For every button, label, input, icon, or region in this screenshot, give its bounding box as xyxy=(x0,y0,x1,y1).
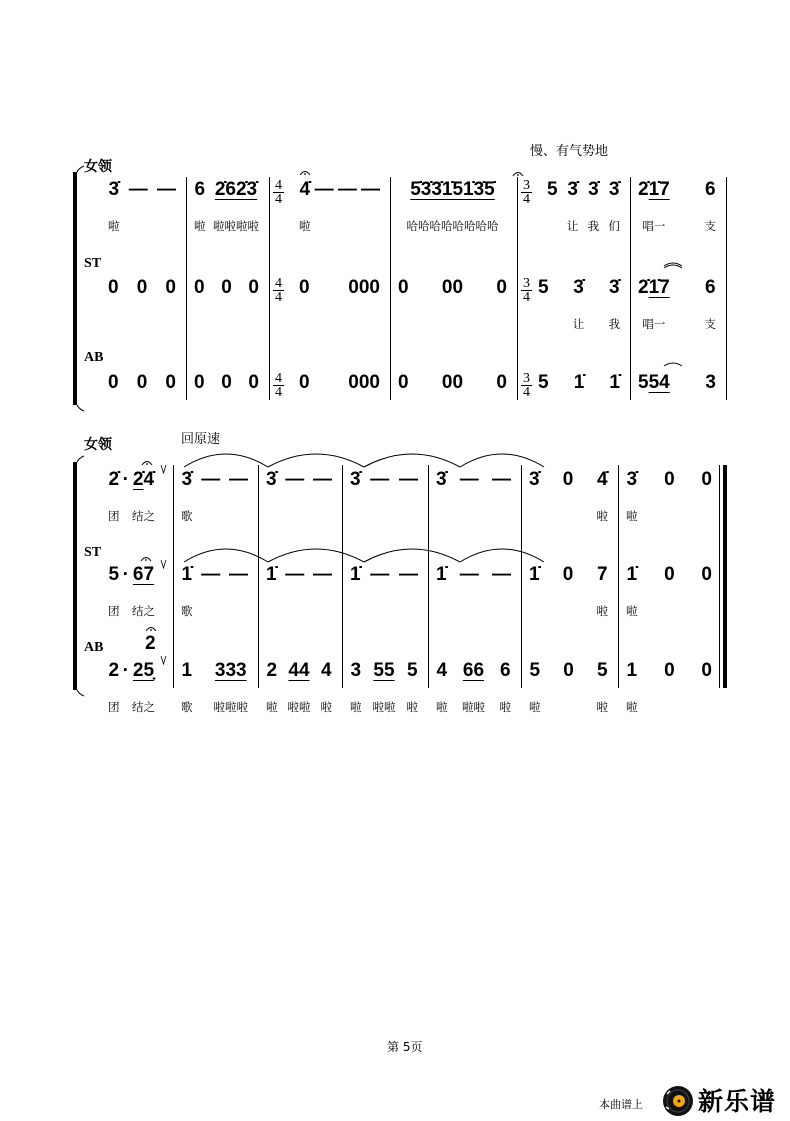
fermata-dot xyxy=(517,174,519,176)
note: — xyxy=(370,469,390,490)
lyric: 啦 xyxy=(194,219,206,233)
note: — xyxy=(360,179,380,200)
note: 1̇ xyxy=(350,564,361,585)
bracket-hook-bottom xyxy=(77,405,84,411)
lyric: 啦 xyxy=(350,700,362,714)
fermata-dot xyxy=(150,629,152,631)
lyric: 啦 xyxy=(529,700,541,714)
note: — xyxy=(370,564,390,585)
fermata-dot xyxy=(146,463,148,465)
lyric: 我 xyxy=(608,317,620,331)
note: 0 xyxy=(194,277,205,298)
lyric: 团 xyxy=(108,509,120,523)
note: 0 xyxy=(221,277,232,298)
note: 0 xyxy=(664,660,675,681)
bracket-hook-bottom xyxy=(77,690,84,696)
lyric: 支 xyxy=(704,219,716,233)
note: 4̇ xyxy=(299,179,311,200)
slur-tie xyxy=(664,265,682,268)
lyric: 歌 xyxy=(181,700,193,714)
lyric: 哈哈哈哈哈哈哈哈 xyxy=(406,219,499,233)
note: 5 xyxy=(108,564,120,585)
note-segment: 2̇ xyxy=(132,469,144,490)
time-denominator: 4 xyxy=(523,385,530,400)
lyric: 唱一 xyxy=(642,317,666,331)
part-label: AB xyxy=(84,640,104,655)
note: 0 xyxy=(664,469,675,490)
note-segment: 55 xyxy=(373,660,395,681)
note: 0 xyxy=(299,372,310,393)
lyric: 让 xyxy=(572,317,585,331)
lyric: 啦 xyxy=(626,700,638,714)
lyric: 团 xyxy=(108,700,120,714)
note: 7 xyxy=(596,564,608,585)
note: 3 xyxy=(705,372,716,393)
page-number: 第 5页 xyxy=(387,1040,423,1054)
note: 0 xyxy=(248,277,259,298)
lyric: 支 xyxy=(704,317,716,331)
brand-name: 新乐谱 xyxy=(698,1087,777,1116)
note: 00 xyxy=(441,372,464,393)
note: 1 xyxy=(626,660,638,681)
note-segment: 2̇62̇3̇ xyxy=(214,179,258,200)
lyric: 啦啦 xyxy=(462,700,485,714)
time-numerator: 4 xyxy=(275,276,282,291)
note: 1̇ xyxy=(529,564,540,585)
note: 3̇ xyxy=(588,179,599,200)
note: — xyxy=(229,564,248,585)
note: 3̇ xyxy=(436,469,447,490)
lyric: 啦啦 xyxy=(287,700,311,714)
note: 0 xyxy=(299,277,310,298)
note: 3̇ xyxy=(266,469,277,490)
note-segment: 67 xyxy=(132,564,155,585)
note: 5 xyxy=(538,277,549,298)
note: — xyxy=(491,564,511,585)
note: 1̇ xyxy=(626,564,638,585)
slur-tie xyxy=(460,454,544,467)
note: — xyxy=(229,469,248,490)
note-segment: 25̣ xyxy=(132,660,155,681)
lyric: 啦 xyxy=(499,700,511,714)
lyric: 歌 xyxy=(181,604,193,618)
note: 0 xyxy=(165,277,176,298)
note-segment: 333 xyxy=(214,660,247,681)
note: 5 xyxy=(547,179,558,200)
note: 2 xyxy=(108,660,120,681)
note: 0 xyxy=(248,372,259,393)
note: 0 xyxy=(136,372,148,393)
note: 0 xyxy=(562,564,574,585)
note: 3̇ xyxy=(350,469,361,490)
note: · xyxy=(122,564,129,585)
note: 6 xyxy=(704,277,716,298)
lyric: 唱一 xyxy=(642,219,666,233)
note: 5 xyxy=(596,660,608,681)
note: 0 xyxy=(398,372,409,393)
note: 0 xyxy=(701,660,712,681)
lyric: 啦 xyxy=(406,700,418,714)
note: 0 xyxy=(136,277,148,298)
note: 5 xyxy=(538,372,549,393)
note-segment: 2̇ xyxy=(638,277,649,298)
time-numerator: 3 xyxy=(523,371,530,386)
slur-tie xyxy=(184,454,268,467)
note: 0 xyxy=(108,277,119,298)
note: — xyxy=(312,469,332,490)
note: — xyxy=(201,564,221,585)
note: 3̇ xyxy=(181,469,193,490)
lyric: 啦 xyxy=(596,604,608,618)
lyric: 团 xyxy=(108,604,120,618)
note: — xyxy=(398,469,418,490)
part-label: ST xyxy=(84,545,102,560)
note: · xyxy=(122,660,129,681)
slur-tie xyxy=(364,454,460,467)
note: 1 xyxy=(181,660,193,681)
lyric: 啦啦啦啦 xyxy=(213,219,259,233)
note: 0 xyxy=(398,277,409,298)
lyric: 歌 xyxy=(181,509,193,523)
note: 3̇ xyxy=(108,179,120,200)
note: 0 xyxy=(108,372,119,393)
note: 00 xyxy=(441,277,464,298)
note: 0 xyxy=(563,660,574,681)
note: 2̇ xyxy=(108,469,120,490)
note: — xyxy=(398,564,418,585)
part-label: ST xyxy=(84,256,102,271)
note: 1̇ xyxy=(181,564,193,585)
note: · xyxy=(122,469,129,490)
slur-tie xyxy=(364,549,460,562)
note-segment: 1̇7 xyxy=(648,179,670,200)
note: 1̇ xyxy=(609,372,620,393)
note: 0 xyxy=(664,564,675,585)
lyric: 啦 xyxy=(436,700,448,714)
note: 0 xyxy=(701,469,712,490)
note: 6 xyxy=(704,179,716,200)
note-segment: 44 xyxy=(288,660,310,681)
breath-mark-icon xyxy=(161,465,166,473)
lyric: 啦 xyxy=(299,219,311,233)
note: 4̇ xyxy=(596,469,608,490)
breath-mark-icon xyxy=(161,560,166,568)
note: 6 xyxy=(194,179,206,200)
note: 0 xyxy=(496,277,507,298)
slur-tie xyxy=(664,363,682,366)
time-denominator: 4 xyxy=(523,192,530,207)
note: — xyxy=(314,179,334,200)
note: 0 xyxy=(194,372,205,393)
note: 4 xyxy=(436,660,448,681)
note: — xyxy=(201,469,221,490)
note: 6 xyxy=(499,660,511,681)
fermata-dot xyxy=(145,559,147,561)
source-text: 本曲谱上 xyxy=(599,1098,643,1111)
lyric: 我 xyxy=(587,219,600,233)
note: 3̇ xyxy=(529,469,540,490)
breath-mark-icon xyxy=(161,656,166,664)
note-segment: 2̇ xyxy=(638,179,649,200)
note-segment: 5̇3̇3̇1̇51̇3̇5̇ xyxy=(410,179,495,200)
lyric: 啦 xyxy=(320,700,332,714)
note: 0 xyxy=(165,372,176,393)
slur-tie xyxy=(268,549,364,562)
tempo-marking: 回原速 xyxy=(181,432,221,447)
note-segment: 54 xyxy=(648,372,670,393)
bracket-hook-top xyxy=(77,166,84,172)
time-denominator: 4 xyxy=(275,290,282,305)
tempo-marking: 慢、有气势地 xyxy=(530,144,609,159)
note: — xyxy=(128,179,148,200)
time-numerator: 3 xyxy=(523,276,530,291)
slur-tie xyxy=(184,549,268,562)
lyric: 啦 xyxy=(626,509,638,523)
upper-voice-note: 2 xyxy=(145,633,156,654)
lyric: 啦 xyxy=(626,604,638,618)
time-denominator: 4 xyxy=(275,385,282,400)
time-denominator: 4 xyxy=(523,290,530,305)
lyric: 啦 xyxy=(596,509,608,523)
note: 3̇ xyxy=(626,469,638,490)
note: — xyxy=(312,564,332,585)
note: 1̇ xyxy=(573,372,585,393)
note: 3̇ xyxy=(608,277,620,298)
part-label: 女领 xyxy=(84,438,112,453)
note-segment: 66 xyxy=(462,660,485,681)
note: 4 xyxy=(320,660,332,681)
part-label: 女领 xyxy=(84,160,112,175)
note: — xyxy=(157,179,176,200)
note: 000 xyxy=(348,277,380,298)
lyric: 啦 xyxy=(266,700,278,714)
lyric: 啦 xyxy=(596,700,608,714)
note: — xyxy=(491,469,511,490)
note: 1̇ xyxy=(436,564,447,585)
lyric: 让 xyxy=(566,219,579,233)
time-numerator: 3 xyxy=(523,178,530,193)
note: 0 xyxy=(221,372,232,393)
note: 3̇ xyxy=(567,179,578,200)
lyric: 啦啦啦 xyxy=(213,700,248,714)
note-segment: 4̇ xyxy=(143,469,155,490)
note: 5 xyxy=(406,660,418,681)
note: — xyxy=(285,469,305,490)
slur-tie xyxy=(460,549,544,562)
note: 2 xyxy=(266,660,278,681)
note: — xyxy=(337,179,357,200)
note: 3̇ xyxy=(608,179,620,200)
note: 0 xyxy=(562,469,574,490)
lyric: 结之 xyxy=(131,700,155,714)
note: 0 xyxy=(701,564,712,585)
note: — xyxy=(459,469,479,490)
lyric: 结之 xyxy=(131,509,155,523)
bracket-hook-top xyxy=(77,456,84,462)
part-label: AB xyxy=(84,350,104,365)
note: — xyxy=(459,564,479,585)
note: 5 xyxy=(529,660,541,681)
note: 000 xyxy=(348,372,380,393)
note: 3 xyxy=(350,660,362,681)
note: 3̇ xyxy=(573,277,584,298)
slur-tie xyxy=(268,454,364,467)
time-denominator: 4 xyxy=(275,192,282,207)
lyric: 们 xyxy=(608,219,620,233)
fermata-dot xyxy=(304,173,306,175)
time-numerator: 4 xyxy=(275,178,282,193)
time-numerator: 4 xyxy=(275,371,282,386)
note-segment: 1̇7 xyxy=(648,277,670,298)
note: — xyxy=(285,564,305,585)
note-segment: 5 xyxy=(638,372,649,393)
lyric: 结之 xyxy=(131,604,155,618)
note: 0 xyxy=(496,372,507,393)
lyric: 啦啦 xyxy=(372,700,396,714)
note: 1̇ xyxy=(266,564,277,585)
lyric: 啦 xyxy=(108,219,120,233)
